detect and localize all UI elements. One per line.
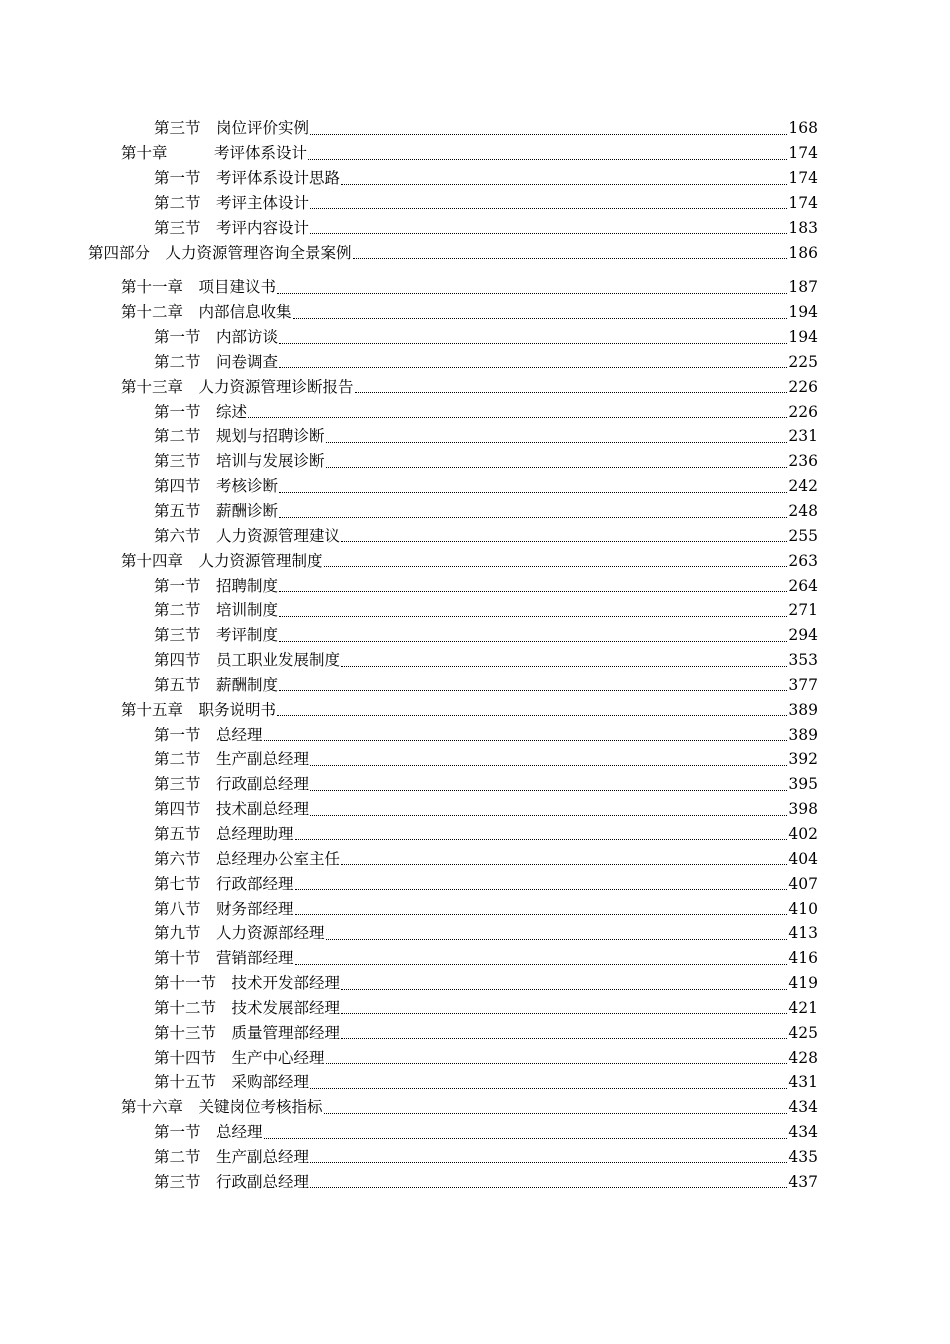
dot-leader: [310, 233, 787, 234]
toc-entry-page-number: 377: [788, 675, 818, 694]
dot-leader: [310, 765, 787, 766]
toc-section-entry[interactable]: [0, 1044, 950, 1069]
toc-section-entry[interactable]: [0, 597, 950, 622]
dot-leader: [310, 134, 787, 135]
toc-entry-page-number: 174: [788, 169, 818, 188]
toc-section-entry[interactable]: [0, 324, 950, 349]
dot-leader: [277, 715, 787, 716]
dot-leader: [279, 641, 787, 642]
toc-entry-title: 第十章 考评体系设计: [121, 144, 308, 163]
dot-leader: [310, 815, 787, 816]
toc-entry-page-number: 183: [788, 218, 818, 237]
toc-entry-title: 第十五节 采购部经理: [154, 1073, 310, 1092]
dot-leader: [295, 964, 788, 965]
toc-entry-page-number: 226: [788, 402, 818, 421]
toc-entry-page-number: 353: [788, 651, 818, 670]
toc-entry-title: 第十四章 人力资源管理制度: [121, 551, 323, 570]
toc-entry-title: 第一节 考评体系设计思路: [154, 169, 341, 188]
toc-entry-page-number: 294: [788, 626, 818, 645]
toc-section-entry[interactable]: [0, 870, 950, 895]
toc-section-entry[interactable]: [0, 448, 950, 473]
toc-entry-page-number: 434: [788, 1123, 818, 1142]
toc-entry-title: 第一节 总经理: [154, 725, 263, 744]
toc-entry-page-number: 389: [788, 725, 818, 744]
toc-section-entry[interactable]: [0, 523, 950, 548]
toc-section-entry[interactable]: [0, 970, 950, 995]
toc-section-entry[interactable]: [0, 746, 950, 771]
dot-leader: [279, 616, 787, 617]
toc-entry-title: 第四部分 人力资源管理咨询全景案例: [88, 243, 352, 262]
toc-entry-title: 第二节 规划与招聘诊断: [154, 427, 325, 446]
toc-entry-title: 第二节 培训制度: [154, 601, 279, 620]
dot-leader: [295, 914, 788, 915]
toc-entry-page-number: 236: [788, 452, 818, 471]
toc-section-entry[interactable]: [0, 398, 950, 423]
toc-entry-page-number: 226: [788, 377, 818, 396]
dot-leader: [324, 1113, 788, 1114]
toc-section-entry[interactable]: [0, 572, 950, 597]
dot-leader: [341, 989, 787, 990]
toc-entry-title: 第二节 问卷调查: [154, 352, 279, 371]
dot-leader: [310, 790, 787, 791]
toc-section-entry[interactable]: [0, 845, 950, 870]
toc-entry-title: 第十五章 职务说明书: [121, 700, 277, 719]
toc-section-entry[interactable]: [0, 473, 950, 498]
toc-chapter-entry[interactable]: [0, 140, 950, 165]
toc-entry-page-number: 271: [788, 601, 818, 620]
toc-entry-page-number: 425: [788, 1023, 818, 1042]
dot-leader: [341, 1013, 787, 1014]
dot-leader: [310, 208, 787, 209]
toc-entry-title: 第十一节 技术开发部经理: [154, 974, 341, 993]
toc-entry-page-number: 413: [788, 924, 818, 943]
toc-entry-page-number: 392: [788, 750, 818, 769]
toc-entry-title: 第五节 总经理助理: [154, 824, 294, 843]
dot-leader: [295, 889, 788, 890]
toc-entry-page-number: 186: [788, 243, 818, 262]
toc-entry-page-number: 437: [788, 1172, 818, 1191]
toc-section-entry[interactable]: [0, 349, 950, 374]
toc-section-entry[interactable]: [0, 190, 950, 215]
toc-entry-page-number: 225: [788, 352, 818, 371]
toc-entry-title: 第十六章 关键岗位考核指标: [121, 1098, 323, 1117]
dot-leader: [293, 318, 788, 319]
dot-leader: [326, 1063, 788, 1064]
toc-entry-page-number: 168: [788, 119, 818, 138]
toc-section-entry[interactable]: [0, 895, 950, 920]
dot-leader: [279, 690, 787, 691]
dot-leader: [341, 184, 787, 185]
toc-entry-page-number: 174: [788, 193, 818, 212]
toc-chapter-entry[interactable]: [0, 1094, 950, 1119]
toc-entry-title: 第十二节 技术发展部经理: [154, 998, 341, 1017]
dot-leader: [324, 566, 788, 567]
toc-section-entry[interactable]: [0, 1019, 950, 1044]
dot-leader: [341, 541, 787, 542]
toc-section-entry[interactable]: [0, 771, 950, 796]
toc-entry-title: 第四节 技术副总经理: [154, 800, 310, 819]
toc-entry-page-number: 421: [788, 998, 818, 1017]
toc-section-entry[interactable]: [0, 423, 950, 448]
toc-entry-page-number: 410: [788, 899, 818, 918]
dot-leader: [326, 442, 788, 443]
toc-entry-page-number: 248: [788, 502, 818, 520]
toc-entry-title: 第三节 岗位评价实例: [154, 119, 310, 138]
toc-entry-title: 第七节 行政部经理: [154, 874, 294, 893]
toc-section-entry[interactable]: [0, 796, 950, 821]
toc-section-entry[interactable]: [0, 214, 950, 239]
dot-leader: [264, 740, 788, 741]
toc-entry-page-number: 416: [788, 949, 818, 968]
toc-section-entry[interactable]: [0, 1168, 950, 1193]
dot-leader: [279, 517, 787, 518]
toc-entry-title: 第三节 行政副总经理: [154, 775, 310, 794]
toc-section-entry[interactable]: [0, 920, 950, 945]
toc-entry-page-number: 398: [788, 800, 818, 819]
toc-entry-page-number: 395: [788, 775, 818, 794]
toc-entry-title: 第一节 招聘制度: [154, 576, 279, 595]
toc-section-entry[interactable]: [0, 1119, 950, 1144]
dot-leader: [341, 666, 787, 667]
toc-section-entry[interactable]: [0, 721, 950, 746]
toc-section-entry[interactable]: [0, 995, 950, 1020]
table-of-contents: [0, 115, 950, 1193]
toc-chapter-entry[interactable]: [0, 373, 950, 398]
toc-entry-title: 第五节 薪酬制度: [154, 675, 279, 694]
dot-leader: [353, 258, 788, 259]
toc-entry-page-number: 255: [788, 526, 818, 545]
toc-section-entry[interactable]: [0, 498, 950, 523]
toc-entry-title: 第十二章 内部信息收集: [121, 303, 292, 322]
toc-chapter-entry[interactable]: [0, 547, 950, 572]
toc-entry-page-number: 194: [788, 328, 818, 347]
toc-section-entry[interactable]: [0, 647, 950, 672]
dot-leader: [277, 293, 787, 294]
toc-section-entry[interactable]: [0, 115, 950, 140]
toc-entry-title: 第一节 综述: [154, 402, 248, 421]
dot-leader: [308, 159, 787, 160]
dot-leader: [295, 839, 788, 840]
toc-section-entry[interactable]: [0, 821, 950, 846]
dot-leader: [310, 1162, 787, 1163]
toc-entry-page-number: 264: [788, 576, 818, 595]
toc-chapter-entry[interactable]: [0, 696, 950, 721]
toc-entry-page-number: 407: [788, 874, 818, 893]
toc-entry-page-number: 419: [788, 974, 818, 993]
toc-entry-title: 第十节 营销部经理: [154, 949, 294, 968]
toc-entry-page-number: 194: [788, 303, 818, 322]
dot-leader: [310, 1088, 787, 1089]
toc-entry-title: 第一节 内部访谈: [154, 328, 279, 347]
dot-leader: [279, 367, 787, 368]
toc-entry-page-number: 402: [788, 824, 818, 843]
toc-entry-title: 第十一章 项目建议书: [121, 278, 277, 297]
toc-entry-page-number: 434: [788, 1098, 818, 1117]
toc-entry-title: 第三节 考评制度: [154, 626, 279, 645]
dot-leader: [310, 1187, 787, 1188]
toc-section-entry[interactable]: [0, 622, 950, 647]
toc-chapter-entry[interactable]: [0, 299, 950, 324]
toc-entry-title: 第五节 薪酬诊断: [154, 502, 279, 520]
toc-entry-title: 第十三章 人力资源管理诊断报告: [121, 377, 354, 396]
toc-entry-title: 第八节 财务部经理: [154, 899, 294, 918]
toc-entry-title: 第一节 总经理: [154, 1123, 263, 1142]
dot-leader: [264, 1138, 788, 1139]
toc-entry-title: 第四节 员工职业发展制度: [154, 651, 341, 670]
toc-entry-title: 第二节 考评主体设计: [154, 193, 310, 212]
toc-section-entry[interactable]: [0, 945, 950, 970]
toc-section-entry[interactable]: [0, 1069, 950, 1094]
toc-entry-title: 第三节 考评内容设计: [154, 218, 310, 237]
toc-entry-page-number: 435: [788, 1147, 818, 1166]
toc-entry-title: 第六节 人力资源管理建议: [154, 526, 341, 545]
toc-entry-title: 第六节 总经理办公室主任: [154, 849, 341, 868]
dot-leader: [355, 392, 788, 393]
toc-entry-page-number: 431: [788, 1073, 818, 1092]
dot-leader: [279, 343, 787, 344]
dot-leader: [279, 591, 787, 592]
toc-entry-title: 第四节 考核诊断: [154, 477, 279, 496]
toc-entry-page-number: 428: [788, 1048, 818, 1067]
toc-entry-title: 第三节 培训与发展诊断: [154, 452, 325, 471]
toc-entry-page-number: 187: [788, 278, 818, 297]
toc-entry-title: 第九节 人力资源部经理: [154, 924, 325, 943]
dot-leader: [326, 939, 788, 940]
toc-entry-page-number: 231: [788, 427, 818, 446]
toc-entry-title: 第十三节 质量管理部经理: [154, 1023, 341, 1042]
toc-entry-title: 第三节 行政副总经理: [154, 1172, 310, 1191]
dot-leader: [326, 467, 788, 468]
dot-leader: [341, 1038, 787, 1039]
toc-section-entry[interactable]: [0, 1144, 950, 1169]
toc-entry-page-number: 174: [788, 144, 818, 163]
toc-entry-page-number: 404: [788, 849, 818, 868]
toc-section-entry[interactable]: [0, 165, 950, 190]
toc-section-entry[interactable]: [0, 672, 950, 697]
toc-part-entry[interactable]: [0, 239, 950, 264]
toc-entry-page-number: 263: [788, 551, 818, 570]
toc-entry-title: 第十四节 生产中心经理: [154, 1048, 325, 1067]
toc-entry-page-number: 242: [788, 477, 818, 496]
dot-leader: [279, 492, 787, 493]
toc-chapter-entry[interactable]: [0, 274, 950, 299]
toc-entry-title: 第二节 生产副总经理: [154, 750, 310, 769]
dot-leader: [248, 417, 787, 418]
dot-leader: [341, 864, 787, 865]
toc-entry-page-number: 389: [788, 700, 818, 719]
toc-entry-title: 第二节 生产副总经理: [154, 1147, 310, 1166]
